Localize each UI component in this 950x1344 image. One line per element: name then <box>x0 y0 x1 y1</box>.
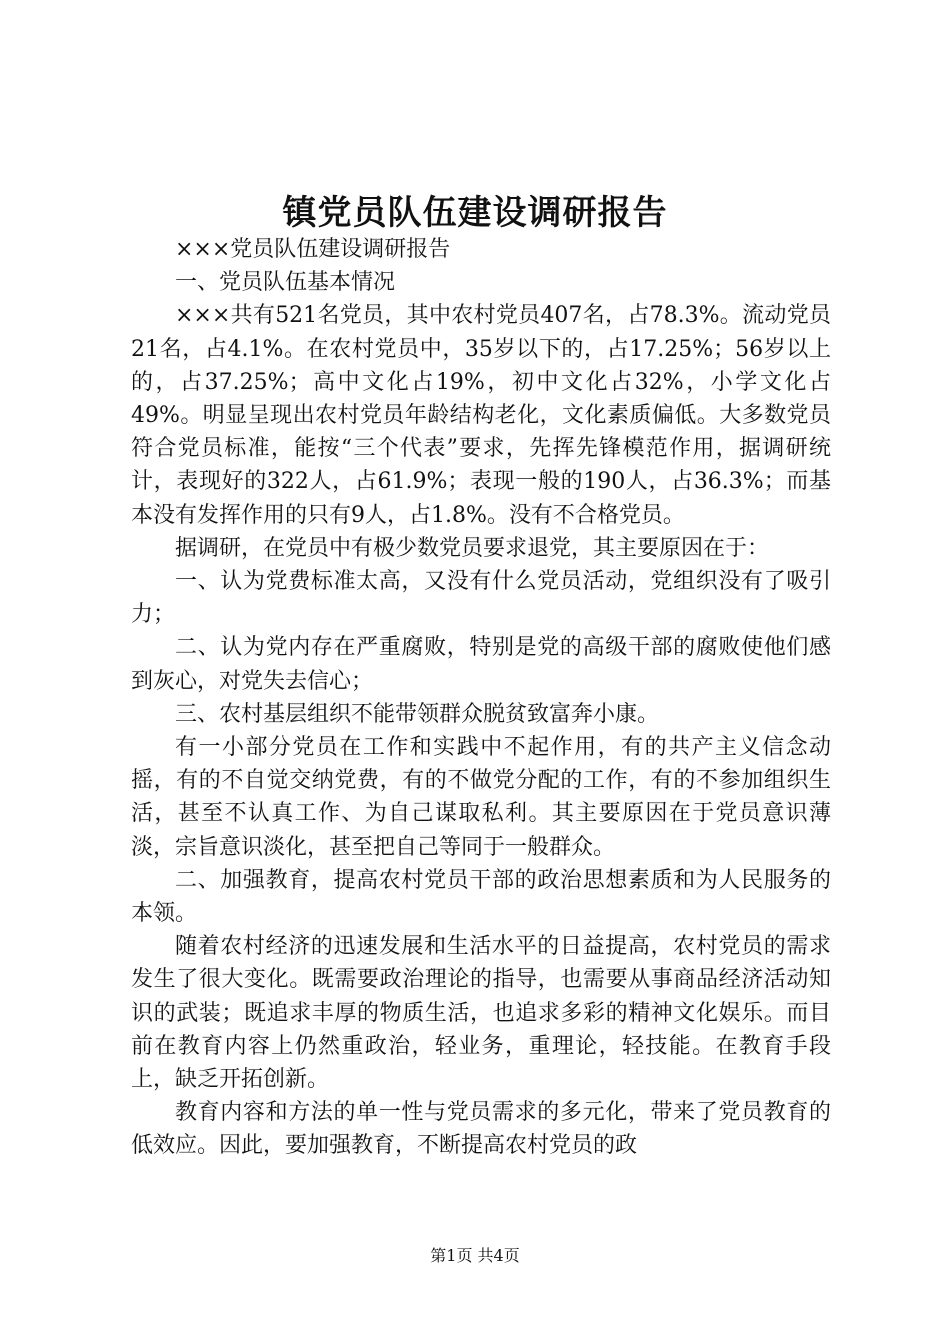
paragraph-basic-situation: ×××共有521名党员，其中农村党员407名，占78.3%。流动党员21名，占4.1%。在农村党员中，35岁以下的，占17.25%；56岁以上的，占37.25%；高中文化占19%，初中文化占32%，小学文化占49%。明显呈现出农村党员年龄结构老化，文化素质偏低。大多数党员符合党员标准，能按“三个代表”要求，先挥先锋模范作用，据调研统计，表现好的322人，占61.9%；表现一般的190人，占36.3%；而基本没有发挥作用的只有9人，占1.8%。没有不合格党员。 <box>131 303 831 528</box>
document-title: 镇党员队伍建设调研报告 <box>282 193 668 233</box>
document-body <box>131 233 831 1163</box>
paragraph-ineffective-members: 有一小部分党员在工作和实践中不起作用，有的共产主义信念动摇，有的不自觉交纳党费，有的不做党分配的工作，有的不参加组织生活，甚至不认真工作、为自己谋取私利。其主要原因在于党员意识薄淡，宗旨意识淡化，甚至把自己等同于一般群众。 <box>131 735 831 860</box>
paragraph-changing-needs: 随着农村经济的迅速发展和生活水平的日益提高，农村党员的需求发生了很大变化。既需要政治理论的指导，也需要从事商品经济活动知识的武装；既追求丰厚的物质生活，也追求多彩的精神文化娱乐。而目前在教育内容上仍然重政治，轻业务，重理论，轻技能。在教育手段上，缺乏开拓创新。 <box>131 934 831 1093</box>
paragraph-education-effect: 教育内容和方法的单一性与党员需求的多元化，带来了党员教育的低效应。因此，要加强教育，不断提高农村党员的政 <box>131 1100 831 1159</box>
reason-item-2: 二、认为党内存在严重腐败，特别是党的高级干部的腐败使他们感到灰心，对党失去信心； <box>131 635 831 694</box>
section-heading-1: 一、党员队伍基本情况 <box>175 270 396 296</box>
reason-item-3: 三、农村基层组织不能带领群众脱贫致富奔小康。 <box>175 701 660 727</box>
section-heading-2: 二、加强教育，提高农村党员干部的政治思想素质和为人民服务的本领。 <box>131 867 831 927</box>
reason-item-1: 一、认为党费标准太高，又没有什么党员活动，党组织没有了吸引力； <box>131 569 831 628</box>
paragraph-withdrawal-reasons: 据调研，在党员中有极少数党员要求退党，其主要原因在于： <box>175 535 770 561</box>
page-number: 第1页 共4页 <box>430 1246 520 1265</box>
report-subtitle: ×××党员队伍建设调研报告 <box>175 237 451 262</box>
